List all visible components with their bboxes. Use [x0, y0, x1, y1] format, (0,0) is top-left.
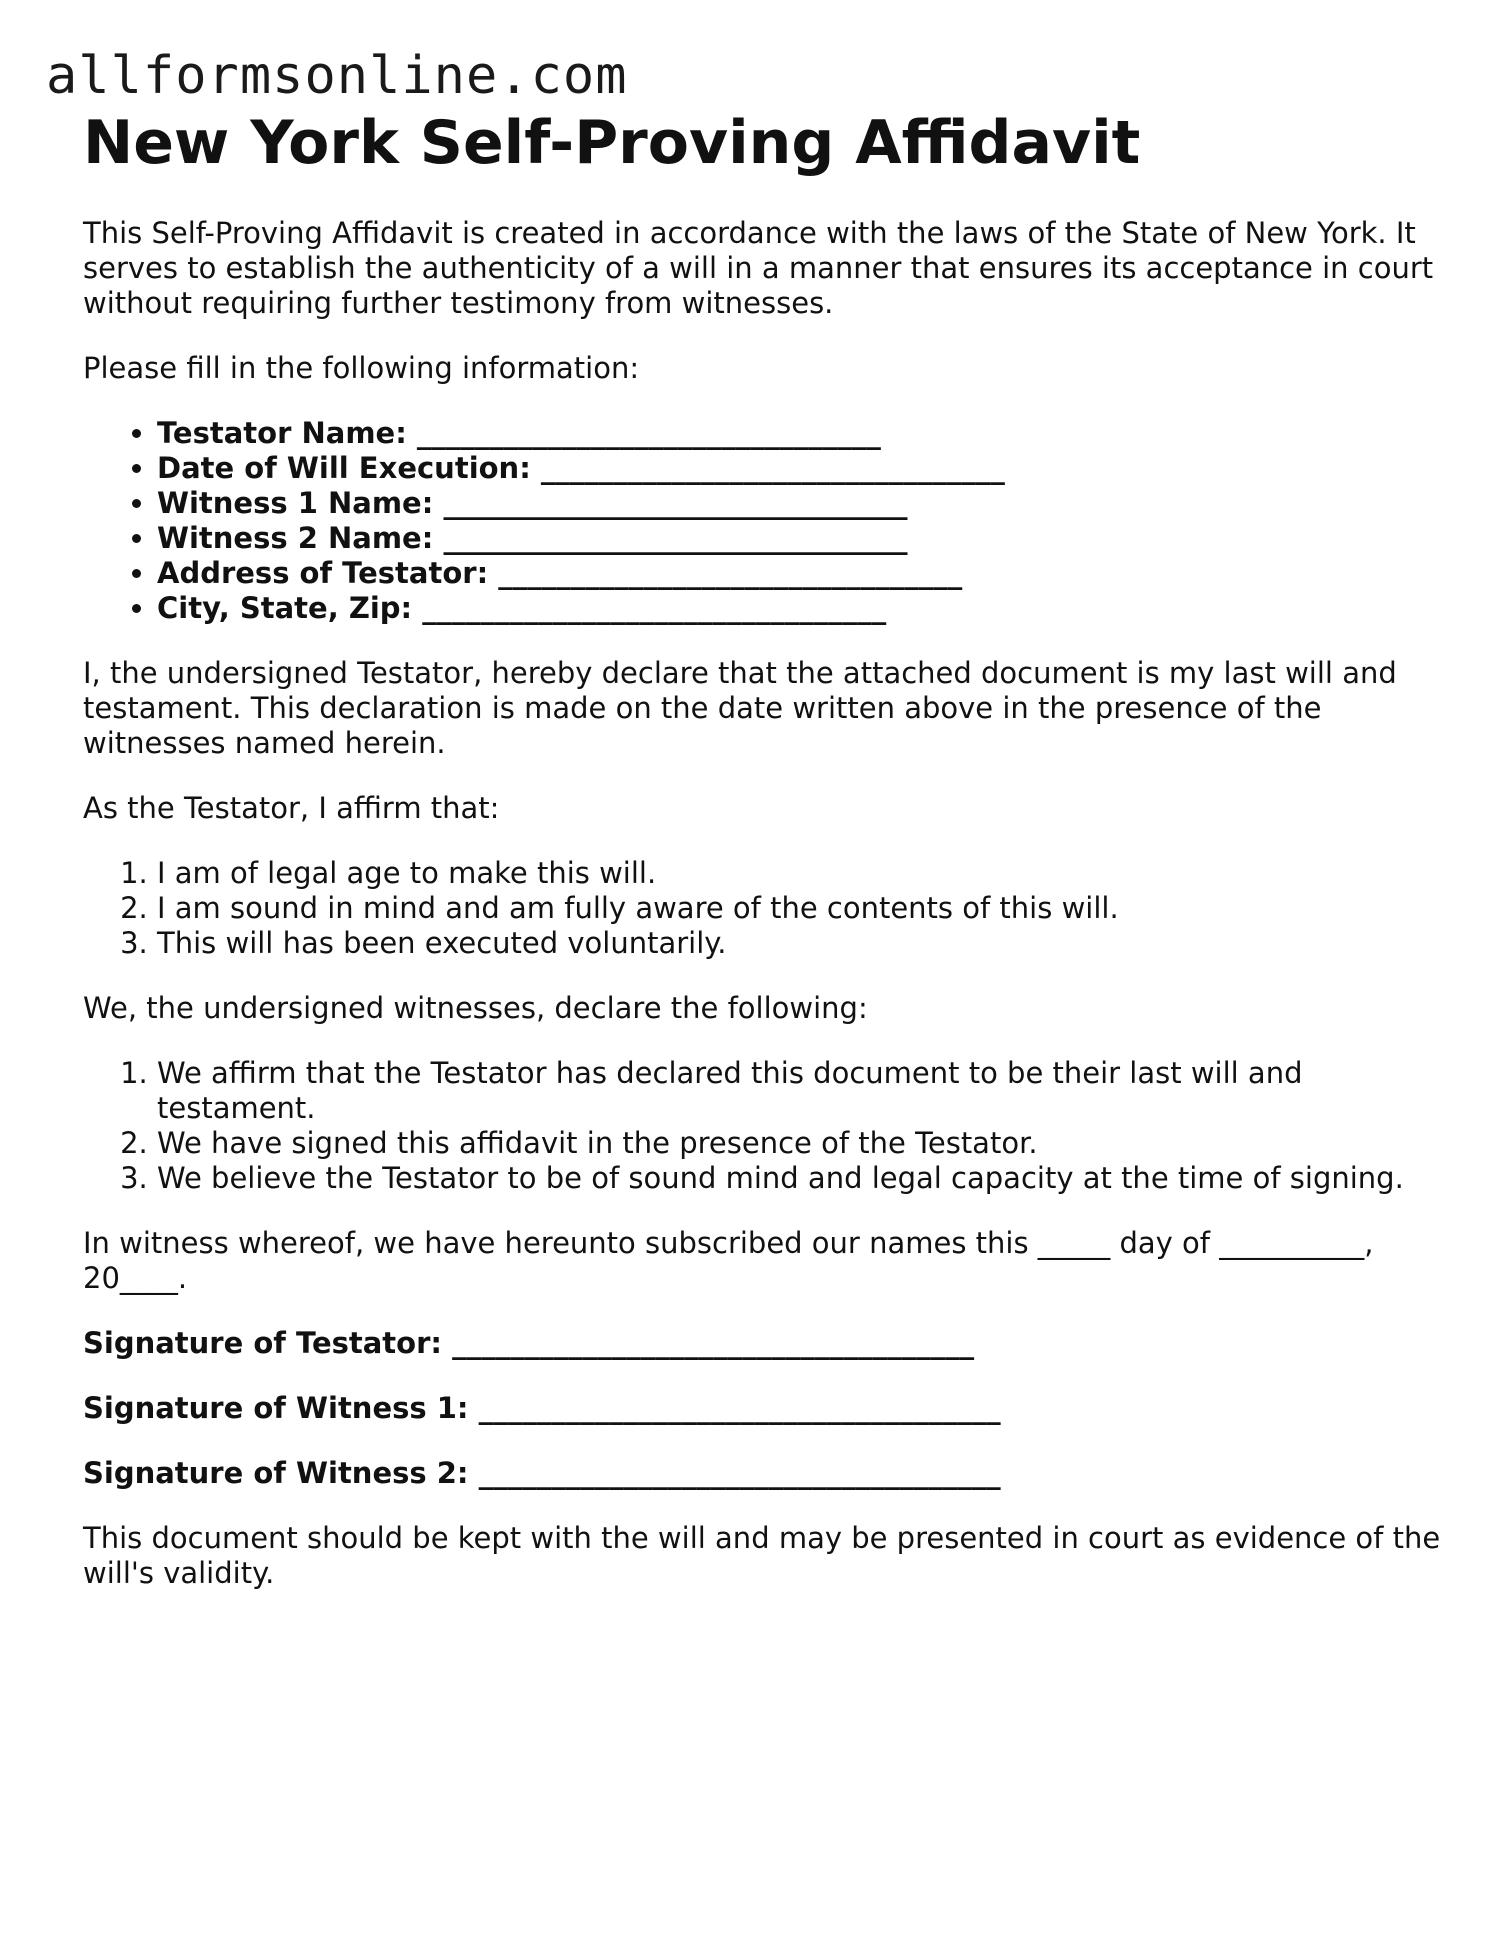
- list-item: 1. I am of legal age to make this will.: [157, 856, 1443, 891]
- field-city-state-zip: [157, 591, 1443, 626]
- testator-affirm-intro: As the Testator, I affirm that:: [83, 791, 500, 825]
- testator-affirmation-list: [83, 856, 1443, 961]
- list-item: 3. We believe the Testator to be of sound mind and legal capacity at the time of signing.: [157, 1161, 1443, 1196]
- blank-line: ________________________________: [422, 591, 887, 625]
- signature-witness-1: Signature of Witness 1: ____________________________________: [83, 1391, 1001, 1425]
- field-label: Witness 1 Name:: [157, 486, 434, 520]
- blank-line: ________________________________: [416, 416, 881, 450]
- blank-line: ________________________________: [443, 486, 908, 520]
- witness-declaration-list: [83, 1056, 1443, 1196]
- field-label: Address of Testator:: [157, 556, 489, 590]
- document-page: [83, 108, 1443, 1591]
- watermark: allformsonline.com: [46, 46, 628, 106]
- field-witness-1-name: [157, 486, 1443, 521]
- blank-line: ________________________________: [540, 451, 1005, 485]
- list-item: 2. We have signed this affidavit in the presence of the Testator.: [157, 1126, 1443, 1161]
- intro-paragraph: This Self-Proving Affidavit is created in accordance with the laws of the State of New York. It serves to establish the authenticity of a will in a manner that ensures its acceptance in court without requiring further testimony from witnesses.: [83, 216, 1434, 320]
- witness-intro: We, the undersigned witnesses, declare the following:: [83, 991, 868, 1025]
- field-date-of-will-execution: [157, 451, 1443, 486]
- field-label: City, State, Zip:: [157, 591, 413, 625]
- fill-prompt: Please fill in the following information:: [83, 351, 640, 385]
- field-testator-name: [157, 416, 1443, 451]
- page-title: New York Self-Proving Affidavit: [83, 108, 1141, 178]
- field-label: Testator Name:: [157, 416, 407, 450]
- field-witness-2-name: [157, 521, 1443, 556]
- blank-line: ________________________________: [498, 556, 963, 590]
- signature-witness-2: Signature of Witness 2: ____________________________________: [83, 1456, 1001, 1490]
- list-item: 1. We affirm that the Testator has declared this document to be their last will and testament.: [157, 1056, 1443, 1126]
- closing-paragraph: This document should be kept with the will and may be presented in court as evidence of the will's validity.: [83, 1521, 1441, 1590]
- signature-testator: Signature of Testator: ____________________________________: [83, 1326, 975, 1360]
- field-label: Date of Will Execution:: [157, 451, 531, 485]
- testator-declaration: I, the undersigned Testator, hereby declare that the attached document is my last will and testament. This declaration is made on the date written above in the presence of the witnesses named herein.: [83, 656, 1397, 760]
- list-item: 3. This will has been executed voluntarily.: [157, 926, 1443, 961]
- blank-line: ________________________________: [443, 521, 908, 555]
- witness-whereof-paragraph: In witness whereof, we have hereunto subscribed our names this _____ day of __________, 20____.: [83, 1226, 1374, 1295]
- field-label: Witness 2 Name:: [157, 521, 434, 555]
- field-address-of-testator: [157, 556, 1443, 591]
- info-field-list: [83, 416, 1443, 626]
- list-item: 2. I am sound in mind and am fully aware of the contents of this will.: [157, 891, 1443, 926]
